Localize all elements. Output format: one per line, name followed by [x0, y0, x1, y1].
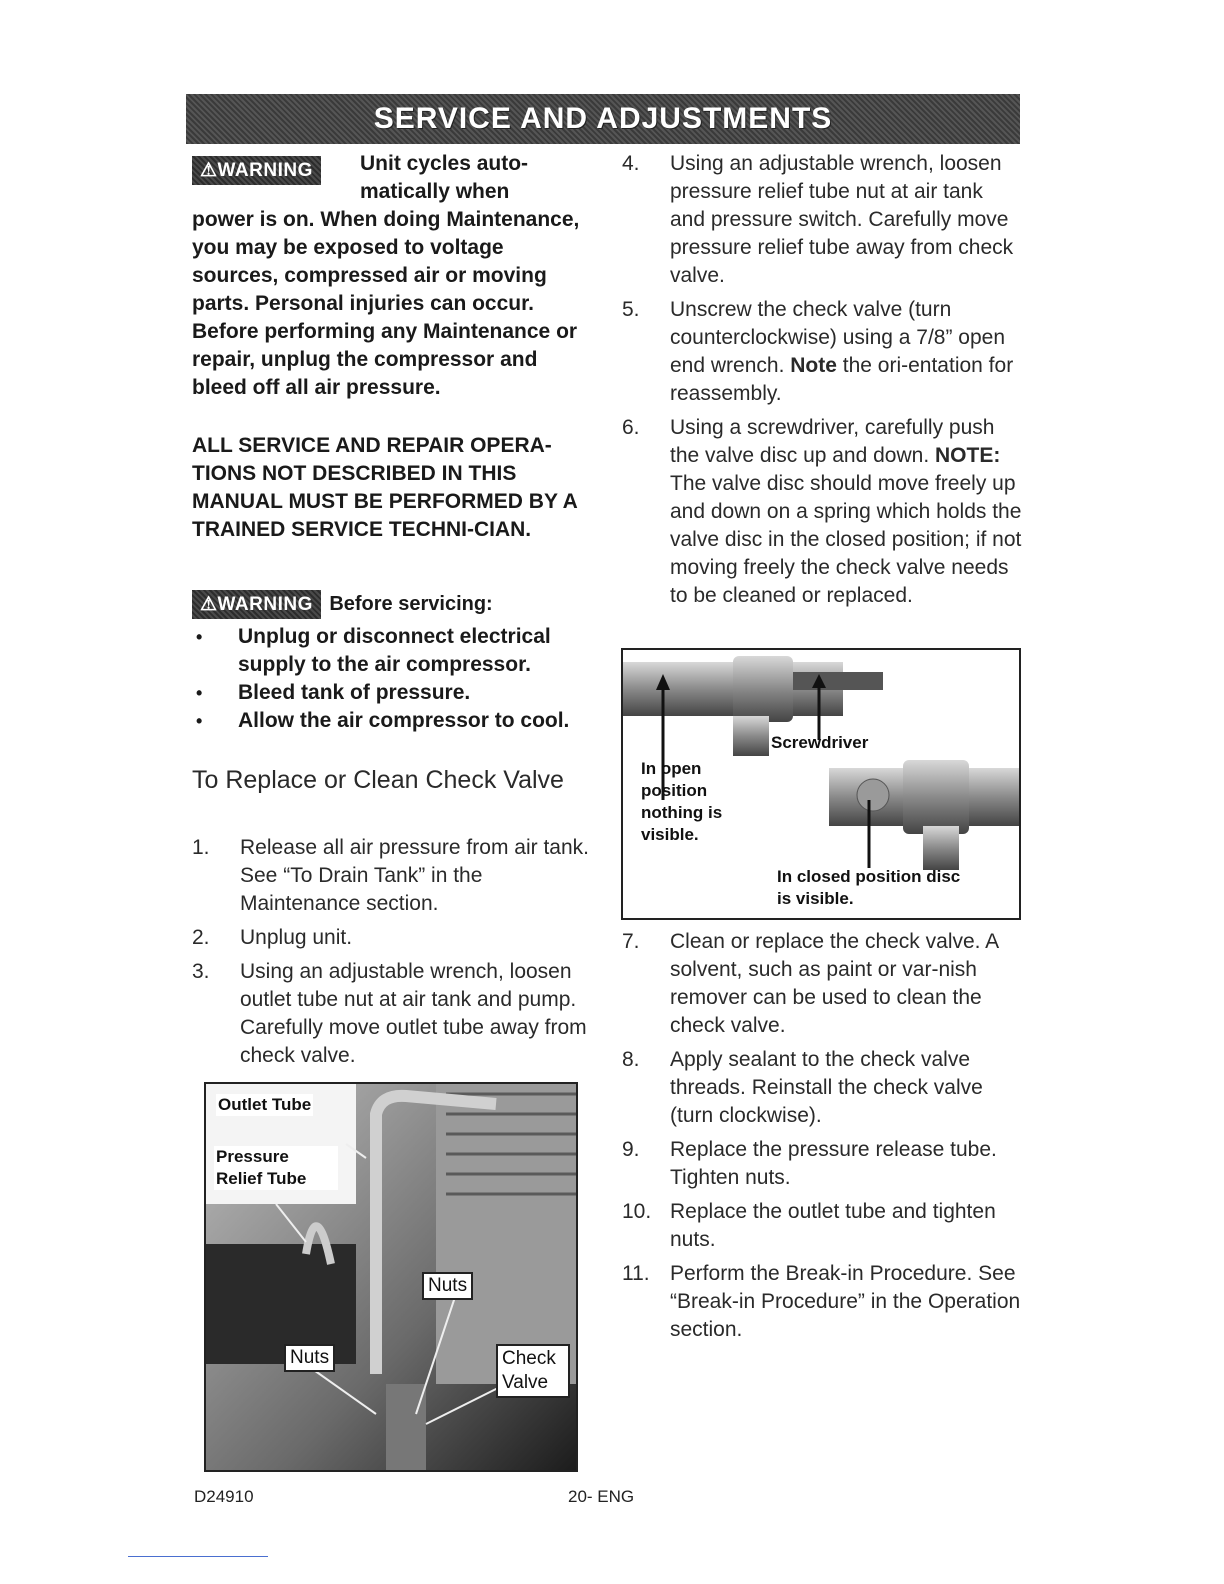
compressor-photo-illustration: [206, 1084, 576, 1470]
list-item: 10. Replace the outlet tube and tighten nuts.: [622, 1200, 996, 1251]
document-code: D24910: [194, 1487, 254, 1506]
nuts-label-upper: Nuts: [422, 1272, 473, 1300]
list-item: 9. Replace the pressure release tube. Tighten nuts.: [622, 1138, 997, 1189]
open-position-label: In open position nothing is visible.: [641, 759, 723, 844]
tubes-photo-figure: [204, 1082, 578, 1472]
screwdriver-label: Screwdriver: [771, 733, 869, 752]
nuts-label-lower: Nuts: [284, 1344, 335, 1372]
pressure-relief-tube-label: Pressure Relief Tube: [214, 1146, 338, 1190]
list-item: 11. Perform the Break-in Procedure. See “Break-in Procedure” in the Operation section.: [622, 1262, 1021, 1341]
service-caps-note: ALL SERVICE AND REPAIR OPERA-TIONS NOT DESCRIBED IN THIS MANUAL MUST BE PERFORMED BY A TRAINED SERVICE TECHNI-CIAN.: [192, 434, 578, 541]
page-number: 20- ENG: [568, 1487, 635, 1506]
section-heading: To Replace or Clean Check Valve: [192, 766, 564, 794]
steps-list-right-top: [622, 150, 1022, 616]
list-item: 5. Unscrew the check valve (turn counterclockwise) using a 7/8” open end wrench. Note the ori-entation for reassembly.: [622, 298, 1014, 405]
warning-bullet-list: [192, 623, 592, 735]
warning-badge: ⚠WARNING: [192, 156, 321, 185]
section-banner-title: SERVICE AND ADJUSTMENTS: [373, 102, 833, 135]
warning-badge: ⚠WARNING: [192, 590, 321, 619]
list-item: • Allow the air compressor to cool.: [192, 707, 592, 735]
check-valve-label: Check Valve: [496, 1344, 570, 1398]
steps-list-right-bottom: [622, 928, 1022, 1350]
warning-lead-text: Unit cycles auto-matically when: [360, 152, 529, 203]
list-item: 4. Using an adjustable wrench, loosen pressure relief tube nut at air tank and pressure switch. Carefully move pressure relief tube away from check valve.: [622, 152, 1014, 287]
warning-block-2: [192, 590, 592, 735]
list-item: • Unplug or disconnect electrical supply to the air compressor.: [192, 623, 592, 679]
list-item: 3. Using an adjustable wrench, loosen outlet tube nut at air tank and pump. Carefully move outlet tube away from check valve.: [192, 960, 587, 1067]
section-banner: [186, 94, 1020, 144]
bottom-divider: [128, 1556, 268, 1557]
closed-position-label: In closed position disc is visible.: [777, 867, 961, 908]
list-item: 1. Release all air pressure from air tank. See “To Drain Tank” in the Maintenance section.: [192, 836, 589, 915]
steps-list-left: [192, 834, 592, 1076]
list-item: 2. Unplug unit.: [192, 926, 353, 949]
list-item: 6. Using a screwdriver, carefully push the valve disc up and down. NOTE: The valve disc should move freely up and down on a spring which holds the valve disc in the closed position; if not moving freely the check valve needs to be cleaned or replaced.: [622, 416, 1022, 607]
list-item: • Bleed tank of pressure.: [192, 679, 592, 707]
outlet-tube-label: Outlet Tube: [218, 1095, 312, 1114]
warning-body-text: power is on. When doing Maintenance, you may be exposed to voltage sources, compressed air or moving parts. Personal injuries can occur. Before performing any Maintenance or repair, unplug the compressor and bleed off all air pressure.: [192, 208, 580, 399]
warning-label: Before servicing:: [329, 593, 493, 615]
check-valve-figure: [621, 648, 1021, 920]
list-item: 8. Apply sealant to the check valve threads. Reinstall the check valve (turn clockwise).: [622, 1048, 983, 1127]
list-item: 7. Clean or replace the check valve. A solvent, such as paint or var-nish remover can be used to clean the check valve.: [622, 930, 999, 1037]
